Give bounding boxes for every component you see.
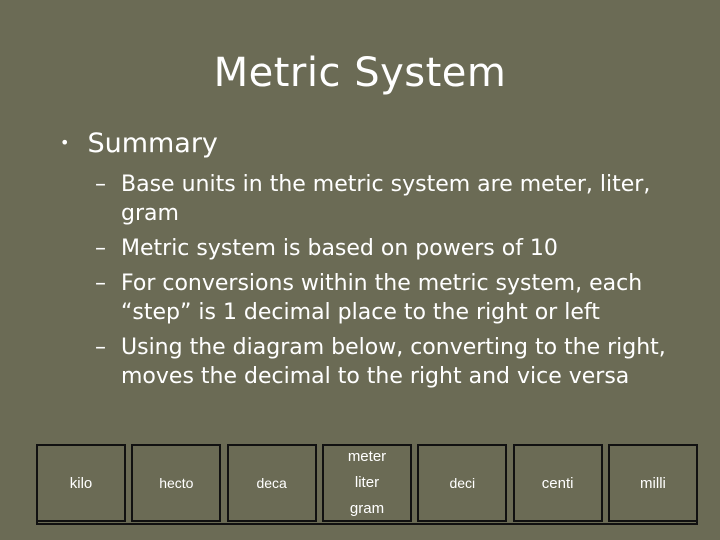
base-unit-label: liter <box>354 474 380 491</box>
prefix-label: kilo <box>69 474 93 492</box>
prefix-box-hecto <box>131 444 221 522</box>
summary-point: – Base units in the metric system are meter, liter, gram <box>95 170 705 228</box>
summary-points <box>95 170 705 397</box>
prefix-box-deci <box>417 444 507 522</box>
prefix-box-milli <box>608 444 698 522</box>
summary-point: – Using the diagram below, converting to the right, moves the decimal to the right and vice versa <box>95 333 705 391</box>
prefix-box-deca <box>227 444 317 522</box>
base-unit-label: meter <box>347 448 387 465</box>
metric-prefix-diagram <box>36 444 698 525</box>
prefix-box-kilo <box>36 444 126 522</box>
slide-title: Metric System <box>213 50 507 96</box>
prefix-label: milli <box>640 474 666 492</box>
prefix-label: deci <box>449 475 476 491</box>
summary-point: – For conversions within the metric system, each “step” is 1 decimal place to the right or left <box>95 269 705 327</box>
base-unit-box <box>322 444 412 522</box>
prefix-label: centi <box>541 474 574 492</box>
summary-heading-row <box>60 128 218 159</box>
summary-heading: Summary <box>87 128 218 159</box>
summary-point: – Metric system is based on powers of 10 <box>95 234 705 263</box>
base-unit-label: gram <box>349 500 385 517</box>
bullet-icon: • <box>60 133 70 152</box>
prefix-box-centi <box>513 444 603 522</box>
prefix-label: hecto <box>159 475 194 491</box>
prefix-label: deca <box>256 475 287 491</box>
